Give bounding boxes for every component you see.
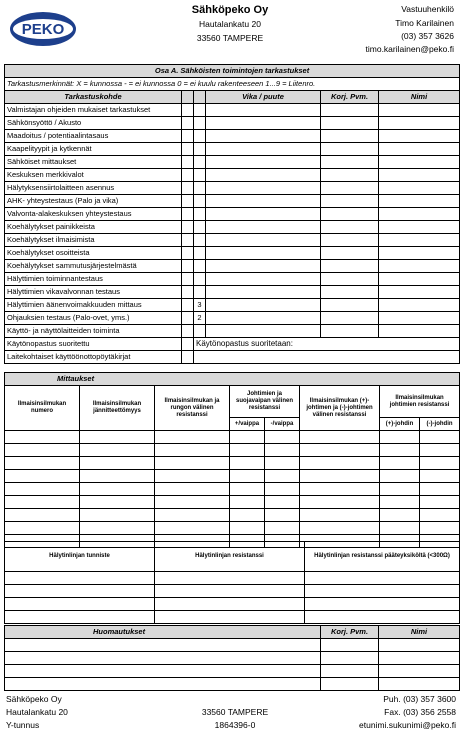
huomautukset-table [4,625,460,691]
note-cell[interactable] [321,665,379,678]
measurement-cell[interactable] [80,483,155,496]
footer-phone: Puh. (03) 357 3600 [383,694,456,704]
measurement-row [5,483,460,496]
measurement-cell[interactable] [265,470,300,483]
company-street: Hautalankatu 20 [199,19,261,29]
nimi-cell[interactable] [379,221,460,234]
nimi-cell[interactable] [379,169,460,182]
col-header-nimi: Nimi [379,91,460,104]
check-mark-cell[interactable] [182,156,194,169]
korj-cell[interactable] [321,247,379,260]
measurement-cell[interactable] [80,470,155,483]
attachment-number[interactable] [194,273,206,286]
vika-cell[interactable] [206,286,321,299]
measurement-cell[interactable] [420,483,460,496]
check-mark-cell[interactable] [182,221,194,234]
halytin-cell[interactable] [305,598,460,611]
attachment-number[interactable] [194,234,206,247]
note-row [5,678,460,691]
halytin-cell[interactable] [5,572,155,585]
check-mark-cell[interactable] [182,247,194,260]
attachment-number[interactable] [194,247,206,260]
table-row [5,182,460,195]
peko-logo-icon [8,10,78,48]
vika-cell[interactable] [206,273,321,286]
note-cell[interactable] [321,678,379,691]
footer-ytunnus-label: Y-tunnus [6,720,40,730]
check-mark-cell[interactable] [182,234,194,247]
nimi-cell[interactable] [379,130,460,143]
footer-left [6,693,68,732]
vika-cell[interactable] [206,156,321,169]
table-row [5,299,460,312]
measurement-cell[interactable] [420,444,460,457]
footer-city: 33560 TAMPERE [201,707,269,717]
kaytto-label: Käytönopastus suoritettu [5,338,182,351]
mitt-col6b: (-)-johdin [420,418,460,431]
mitt-col6a: (+)-johdin [380,418,420,431]
attachment-number[interactable] [194,117,206,130]
check-item-label: Kaapelityypit ja kytkennät [5,143,182,156]
note-cell[interactable] [321,652,379,665]
table-row [5,273,460,286]
laite-check[interactable] [182,351,194,364]
measurement-cell[interactable] [80,522,155,535]
check-mark-cell[interactable] [182,143,194,156]
note-cell[interactable] [379,678,460,691]
measurement-cell[interactable] [155,457,230,470]
measurement-cell[interactable] [265,444,300,457]
note-cell[interactable] [379,652,460,665]
footer-ytunnus: 1864396-0 [214,720,256,730]
contact-role: Vastuuhenkilö [401,4,454,14]
attachment-number[interactable] [194,208,206,221]
vika-cell[interactable] [206,117,321,130]
check-mark-cell[interactable] [182,312,194,325]
measurement-cell[interactable] [155,444,230,457]
measurement-cell[interactable] [5,522,80,535]
company-logo [8,10,78,48]
col-header-kohde: Tarkastuskohde [5,91,182,104]
nimi-cell[interactable] [379,299,460,312]
measurement-cell[interactable] [300,509,380,522]
measurement-cell[interactable] [420,509,460,522]
check-mark-cell[interactable] [182,169,194,182]
contact-email: timo.karilainen@peko.fi [365,44,454,54]
check-item-label: Koehälytykset painikkeista [5,221,182,234]
mitt-col3: Ilmaisinsilmukan ja rungon välinen resistanssi [155,386,230,431]
measurement-cell[interactable] [380,483,420,496]
attachment-number[interactable] [194,130,206,143]
measurement-cell[interactable] [5,509,80,522]
check-mark-cell[interactable] [182,325,194,338]
nimi-cell[interactable] [379,273,460,286]
vika-cell[interactable] [206,104,321,117]
measurement-cell[interactable] [230,522,265,535]
vika-cell[interactable] [206,130,321,143]
korj-cell[interactable] [321,169,379,182]
check-item-label: Valmistajan ohjeiden mukaiset tarkastukset [5,104,182,117]
measurement-row [5,470,460,483]
measurement-cell[interactable] [5,496,80,509]
check-mark-cell[interactable] [182,208,194,221]
haly-col2: Hälytinlinjan resistanssi [155,542,305,572]
note-cell[interactable] [379,665,460,678]
measurement-cell[interactable] [300,457,380,470]
check-item-label: Ohjauksien testaus (Palo-ovet, yms.) [5,312,182,325]
check-mark-cell[interactable] [182,260,194,273]
vika-cell[interactable] [206,195,321,208]
korj-cell[interactable] [321,182,379,195]
measurement-cell[interactable] [380,431,420,444]
footer-name: Sähköpeko Oy [6,694,62,704]
attachment-number[interactable] [194,221,206,234]
footer-center [180,706,290,732]
measurement-cell[interactable] [155,431,230,444]
mitt-col2: Ilmaisinsilmukan jännitteettömyys [80,386,155,431]
haly-col1: Hälytinlinjan tunniste [5,542,155,572]
measurement-cell[interactable] [155,509,230,522]
korj-cell[interactable] [321,143,379,156]
check-item-label: Koehälytykset ilmaisimista [5,234,182,247]
check-item-label: Hälyttimien vikavalvonnan testaus [5,286,182,299]
table-row [5,156,460,169]
svg-text:PEKO: PEKO [21,21,65,38]
table-row [5,208,460,221]
check-mark-cell[interactable] [182,117,194,130]
company-name: Sähköpeko Oy [191,4,269,16]
table-row [5,117,460,130]
measurement-cell[interactable] [230,457,265,470]
nimi-cell[interactable] [379,286,460,299]
attachment-number[interactable] [194,182,206,195]
check-mark-cell[interactable] [182,130,194,143]
measurement-cell[interactable] [230,483,265,496]
check-mark-cell[interactable] [182,195,194,208]
korj-cell[interactable] [321,299,379,312]
check-item-label: Maadoitus / potentiaalintasaus [5,130,182,143]
kaytto-right: Käytönopastus suoritetaan: [194,338,460,351]
col-header-vika: Vika / puute [206,91,321,104]
korj-cell[interactable] [321,130,379,143]
vika-cell[interactable] [206,247,321,260]
company-city: 33560 TAMPERE [196,33,264,43]
attachment-number[interactable]: 2 [194,312,206,325]
table-row [5,286,460,299]
contact-phone: (03) 357 3626 [401,31,454,41]
halytin-cell[interactable] [155,585,305,598]
footer-right [359,693,456,732]
korj-cell[interactable] [321,234,379,247]
check-item-label: Koehälytykset osoitteista [5,247,182,260]
nimi-cell[interactable] [379,195,460,208]
table-row [5,169,460,182]
measurement-cell[interactable] [155,470,230,483]
measurement-cell[interactable] [420,522,460,535]
halytin-cell[interactable] [155,598,305,611]
note-cell[interactable] [321,639,379,652]
halytin-cell[interactable] [305,572,460,585]
vika-cell[interactable] [206,234,321,247]
measurement-cell[interactable] [380,444,420,457]
check-item-label: Valvonta-alakeskuksen yhteystestaus [5,208,182,221]
huom-col3: Nimi [379,626,460,639]
section-a-table [4,64,460,364]
measurement-cell[interactable] [230,444,265,457]
measurement-cell[interactable] [80,431,155,444]
note-row [5,665,460,678]
measurement-cell[interactable] [420,457,460,470]
measurement-row [5,496,460,509]
table-row [5,104,460,117]
nimi-cell[interactable] [379,260,460,273]
vika-cell[interactable] [206,182,321,195]
korj-cell[interactable] [321,260,379,273]
huom-title: Huomautukset [5,626,321,639]
check-mark-cell[interactable] [182,104,194,117]
measurement-cell[interactable] [230,431,265,444]
measurement-row [5,457,460,470]
attachment-number[interactable] [194,143,206,156]
kaytto-check[interactable] [182,338,194,351]
halytin-cell[interactable] [305,611,460,624]
nimi-cell[interactable] [379,234,460,247]
table-row [5,247,460,260]
halytin-row [5,598,460,611]
measurement-cell[interactable] [300,470,380,483]
halytin-cell[interactable] [5,585,155,598]
measurement-row [5,431,460,444]
vika-cell[interactable] [206,312,321,325]
halytin-cell[interactable] [305,585,460,598]
check-mark-cell[interactable] [182,273,194,286]
halytin-cell[interactable] [155,611,305,624]
mitt-col4: Johtimien ja suojavaipan välinen resistanssi [230,386,300,418]
footer-street: Hautalankatu 20 [6,707,68,717]
attachment-number[interactable] [194,195,206,208]
halytin-row [5,611,460,624]
korj-cell[interactable] [321,286,379,299]
measurement-row [5,444,460,457]
mittaukset-table [4,372,460,548]
nimi-cell[interactable] [379,156,460,169]
measurement-cell[interactable] [80,509,155,522]
measurement-cell[interactable] [230,509,265,522]
measurement-cell[interactable] [230,496,265,509]
mitt-col4a: +/vaippa [230,418,265,431]
korj-cell[interactable] [321,221,379,234]
measurement-cell[interactable] [380,522,420,535]
check-item-label: Hälyttimien toiminnantestaus [5,273,182,286]
mitt-col1: Ilmaisinsilmukan numero [5,386,80,431]
measurement-cell[interactable] [300,431,380,444]
measurement-cell[interactable] [420,470,460,483]
laite-label: Laitekohtaiset käyttöönottopöytäkirjat [5,351,182,364]
measurement-cell[interactable] [380,457,420,470]
measurement-cell[interactable] [300,444,380,457]
footer-fax: Fax. (03) 356 2558 [384,707,456,717]
col-header-korj: Korj. Pvm. [321,91,379,104]
attachment-number[interactable] [194,156,206,169]
measurement-cell[interactable] [80,496,155,509]
korj-cell[interactable] [321,156,379,169]
measurement-cell[interactable] [420,496,460,509]
check-item-label: AHK- yhteystestaus (Palo ja vika) [5,195,182,208]
measurement-row [5,522,460,535]
haly-col3: Hälytinlinjan resistanssi pääteyksiköltä (<300Ω) [305,542,460,572]
nimi-cell[interactable] [379,325,460,338]
mittaukset-title: Mittaukset [5,373,460,386]
contact-person: Timo Karilainen [395,18,454,28]
korj-cell[interactable] [321,104,379,117]
korj-cell[interactable] [321,273,379,286]
measurement-cell[interactable] [155,496,230,509]
nimi-cell[interactable] [379,143,460,156]
table-row [5,130,460,143]
halytin-table [4,541,460,624]
vika-cell[interactable] [206,325,321,338]
nimi-cell[interactable] [379,117,460,130]
check-item-label: Koehälytykset sammutusjärjestelmästä [5,260,182,273]
measurement-cell[interactable] [300,522,380,535]
halytin-cell[interactable] [155,572,305,585]
measurement-cell[interactable] [80,444,155,457]
check-item-label: Sähkönsyöttö / Akusto [5,117,182,130]
mitt-col5: Ilmaisinsilmukan (+)-johtimen ja (-)-johtimen välinen resistanssi [300,386,380,431]
nimi-cell[interactable] [379,312,460,325]
note-cell[interactable] [5,639,321,652]
legend-text: Tarkastusmerkinnät: X = kunnossa - = ei kunnossa 0 = ei kuulu rakenteeseen 1...9 = Liitenro. [5,78,460,91]
table-row [5,234,460,247]
mitt-col6: Ilmaisinsilmukan johtimien resistanssi [380,386,460,418]
measurement-cell[interactable] [265,431,300,444]
halytin-cell[interactable] [5,611,155,624]
vika-cell[interactable] [206,260,321,273]
korj-cell[interactable] [321,325,379,338]
measurement-cell[interactable] [155,483,230,496]
note-cell[interactable] [5,652,321,665]
measurement-cell[interactable] [265,522,300,535]
vika-cell[interactable] [206,299,321,312]
attachment-number[interactable] [194,325,206,338]
vika-cell[interactable] [206,169,321,182]
vika-cell[interactable] [206,143,321,156]
attachment-number[interactable] [194,286,206,299]
measurement-cell[interactable] [380,470,420,483]
note-cell[interactable] [5,678,321,691]
attachment-number[interactable]: 3 [194,299,206,312]
check-mark-cell[interactable] [182,286,194,299]
measurement-cell[interactable] [5,444,80,457]
vika-cell[interactable] [206,208,321,221]
note-cell[interactable] [379,639,460,652]
note-row [5,639,460,652]
measurement-cell[interactable] [5,470,80,483]
measurement-cell[interactable] [380,509,420,522]
check-item-label: Sähköiset mittaukset [5,156,182,169]
huom-col2: Korj. Pvm. [321,626,379,639]
check-mark-cell[interactable] [182,182,194,195]
attachment-number[interactable] [194,104,206,117]
check-item-label: Hälytyksensiirtolaitteen asennus [5,182,182,195]
measurement-cell[interactable] [230,470,265,483]
measurement-cell[interactable] [265,496,300,509]
nimi-cell[interactable] [379,104,460,117]
check-item-label: Hälyttimien äänenvoimakkuuden mittaus [5,299,182,312]
measurement-cell[interactable] [80,457,155,470]
check-item-label: Keskuksen merkkivalot [5,169,182,182]
measurement-cell[interactable] [265,509,300,522]
measurement-cell[interactable] [265,483,300,496]
nimi-cell[interactable] [379,208,460,221]
footer-email: etunimi.sukunimi@peko.fi [359,720,456,730]
measurement-cell[interactable] [380,496,420,509]
korj-cell[interactable] [321,195,379,208]
vika-cell[interactable] [206,221,321,234]
measurement-cell[interactable] [300,496,380,509]
note-cell[interactable] [5,665,321,678]
nimi-cell[interactable] [379,182,460,195]
measurement-cell[interactable] [420,431,460,444]
check-item-label: Käyttö- ja näyttölaitteiden toiminta [5,325,182,338]
measurement-cell[interactable] [300,483,380,496]
measurement-cell[interactable] [5,457,80,470]
table-row [5,325,460,338]
mitt-col4b: -/vaippa [265,418,300,431]
measurement-cell[interactable] [5,483,80,496]
table-row [5,195,460,208]
measurement-cell[interactable] [5,431,80,444]
halytin-cell[interactable] [5,598,155,611]
table-row [5,260,460,273]
attachment-number[interactable] [194,169,206,182]
measurement-row [5,509,460,522]
table-row [5,312,460,325]
measurement-cell[interactable] [155,522,230,535]
halytin-row [5,585,460,598]
nimi-cell[interactable] [379,247,460,260]
measurement-cell[interactable] [265,457,300,470]
halytin-row [5,572,460,585]
section-a-title: Osa A. Sähköisten toimintojen tarkastukset [5,65,460,78]
attachment-number[interactable] [194,260,206,273]
table-row [5,221,460,234]
korj-cell[interactable] [321,117,379,130]
note-row [5,652,460,665]
korj-cell[interactable] [321,312,379,325]
table-row [5,143,460,156]
korj-cell[interactable] [321,208,379,221]
check-mark-cell[interactable] [182,299,194,312]
